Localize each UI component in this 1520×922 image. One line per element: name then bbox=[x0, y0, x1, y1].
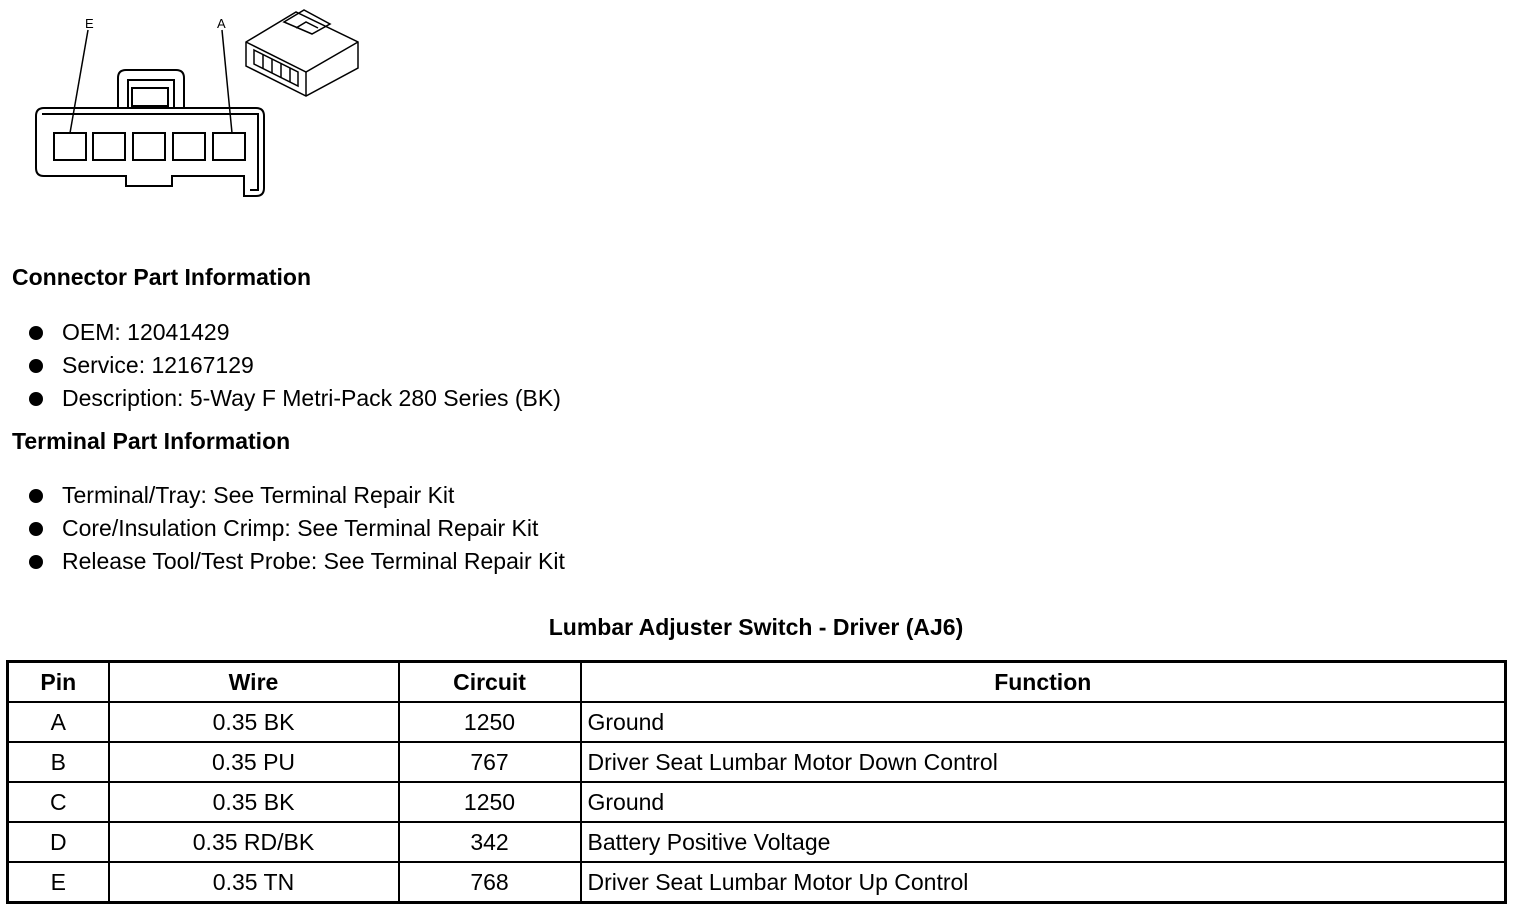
function-cell: Battery Positive Voltage bbox=[581, 822, 1506, 862]
bullet-icon bbox=[29, 522, 43, 536]
bullet-icon bbox=[29, 359, 43, 373]
bullet-icon bbox=[29, 489, 43, 503]
pinout-table bbox=[6, 660, 1507, 904]
cavity-d bbox=[93, 133, 125, 160]
table-row bbox=[8, 702, 1506, 742]
column-header-pin: Pin bbox=[8, 662, 109, 703]
connector-info-title: Connector Part Information bbox=[12, 264, 312, 290]
list-item-text: Terminal/Tray: See Terminal Repair Kit bbox=[62, 482, 455, 508]
table-header-row bbox=[8, 662, 1506, 703]
connector-info-list bbox=[28, 316, 561, 415]
cavity-c bbox=[133, 133, 165, 160]
circuit-cell: 1250 bbox=[399, 702, 581, 742]
pin-cell: B bbox=[8, 742, 109, 782]
circuit-cell: 768 bbox=[399, 862, 581, 903]
table-row bbox=[8, 822, 1506, 862]
pin-cell: D bbox=[8, 822, 109, 862]
leader-line-e bbox=[70, 30, 88, 133]
pin-cell: E bbox=[8, 862, 109, 903]
connector-face-outline bbox=[36, 108, 264, 196]
connector-iso-view bbox=[246, 10, 358, 96]
wire-cell: 0.35 TN bbox=[109, 862, 399, 903]
pin-label-a: A bbox=[217, 16, 226, 31]
column-header-function: Function bbox=[581, 662, 1506, 703]
list-item bbox=[28, 349, 561, 382]
list-item-text: Release Tool/Test Probe: See Terminal Repair Kit bbox=[62, 548, 565, 574]
function-cell: Driver Seat Lumbar Motor Down Control bbox=[581, 742, 1506, 782]
circuit-cell: 342 bbox=[399, 822, 581, 862]
list-item-text: OEM: 12041429 bbox=[62, 319, 230, 345]
terminal-info-title: Terminal Part Information bbox=[12, 428, 291, 454]
list-item bbox=[28, 545, 565, 578]
pin-cell: A bbox=[8, 702, 109, 742]
cavity-b bbox=[173, 133, 205, 160]
list-item bbox=[28, 512, 565, 545]
bullet-icon bbox=[29, 326, 43, 340]
function-cell: Ground bbox=[581, 702, 1506, 742]
column-header-circuit: Circuit bbox=[399, 662, 581, 703]
table-row bbox=[8, 742, 1506, 782]
connector-diagram bbox=[0, 0, 380, 210]
bullet-icon bbox=[29, 555, 43, 569]
function-cell: Driver Seat Lumbar Motor Up Control bbox=[581, 862, 1506, 903]
circuit-cell: 767 bbox=[399, 742, 581, 782]
function-cell: Ground bbox=[581, 782, 1506, 822]
table-title: Lumbar Adjuster Switch - Driver (AJ6) bbox=[548, 614, 964, 640]
bullet-icon bbox=[29, 392, 43, 406]
circuit-cell: 1250 bbox=[399, 782, 581, 822]
wire-cell: 0.35 BK bbox=[109, 782, 399, 822]
table-row bbox=[8, 862, 1506, 903]
wire-cell: 0.35 RD/BK bbox=[109, 822, 399, 862]
cavity-a bbox=[213, 133, 245, 160]
list-item bbox=[28, 479, 565, 512]
wire-cell: 0.35 BK bbox=[109, 702, 399, 742]
pin-cell: C bbox=[8, 782, 109, 822]
column-header-wire: Wire bbox=[109, 662, 399, 703]
pin-label-e: E bbox=[85, 16, 94, 31]
list-item-text: Description: 5-Way F Metri-Pack 280 Series (BK) bbox=[62, 385, 561, 411]
list-item bbox=[28, 382, 561, 415]
table-row bbox=[8, 782, 1506, 822]
cavity-e bbox=[54, 133, 86, 160]
list-item-text: Service: 12167129 bbox=[62, 352, 254, 378]
list-item bbox=[28, 316, 561, 349]
terminal-info-list bbox=[28, 479, 565, 578]
leader-line-a bbox=[222, 30, 232, 133]
wire-cell: 0.35 PU bbox=[109, 742, 399, 782]
list-item-text: Core/Insulation Crimp: See Terminal Repair Kit bbox=[62, 515, 539, 541]
